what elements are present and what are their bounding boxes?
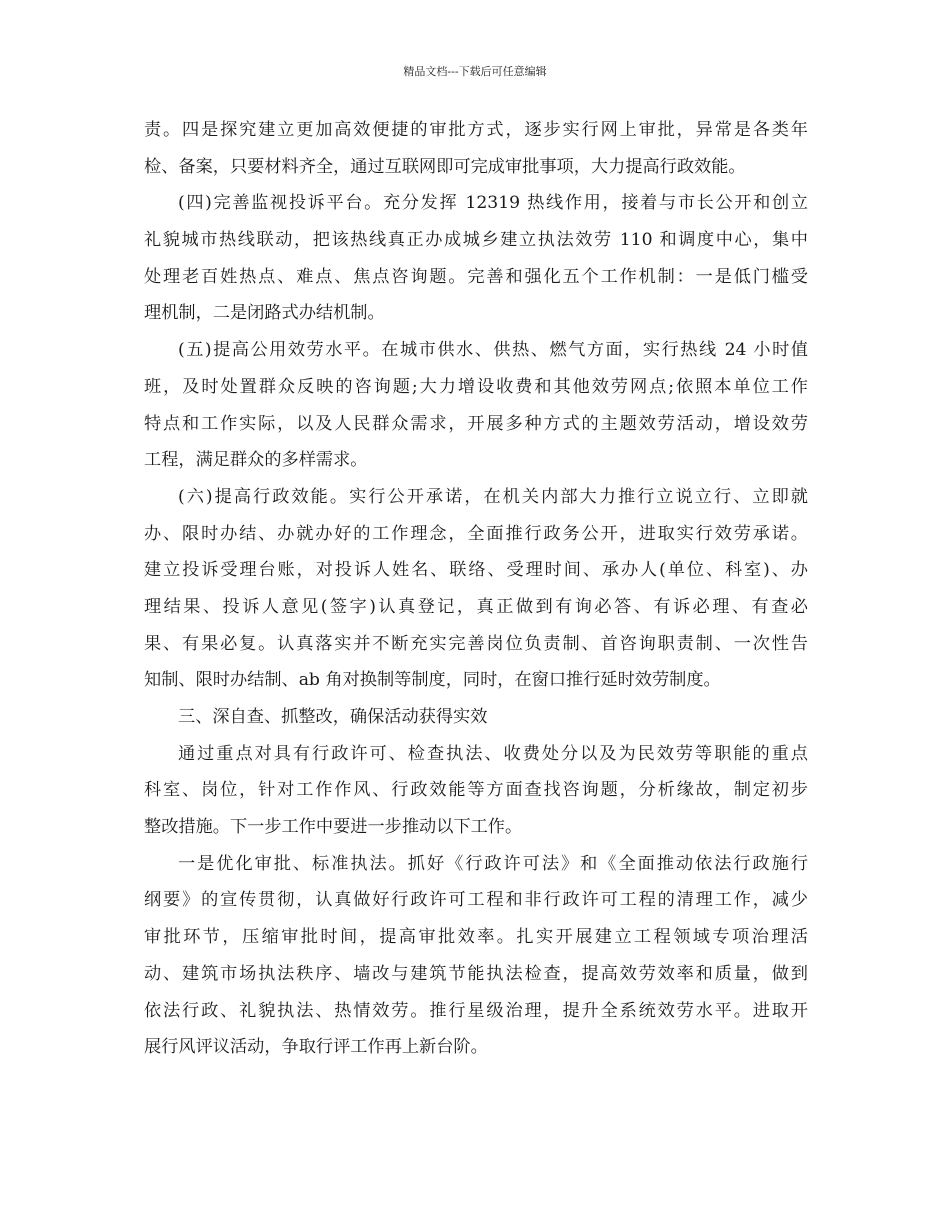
paragraph (144, 189, 808, 336)
text-line: (四)完善监视投诉平台。充分发挥 12319 热线作用，接着与市长公开和创立 (178, 193, 808, 214)
text-line: (五)提高公用效劳水平。在城市供水、供热、燃气方面，实行热线 24 小时值 (178, 340, 808, 361)
paragraph (144, 116, 808, 189)
paragraph (144, 483, 808, 703)
text-line: 礼貌城市热线联动，把该热线真正办成城乡建立执法效劳 110 和调度中心，集中 (144, 230, 808, 251)
text-line: 工程，满足群众的多样需求。 (144, 450, 368, 471)
text-line: 展行风评议活动，争取行评工作再上新台阶。 (144, 1037, 488, 1058)
document-body (144, 116, 808, 1070)
text-line: 班，及时处置群众反映的咨询题;大力增设收费和其他效劳网点;依照本单位工作 (144, 376, 808, 397)
paragraph (144, 703, 808, 740)
text-line: (六)提高行政效能。实行公开承诺，在机关内部大力推行立说立行、立即就 (178, 486, 808, 507)
text-line: 责。四是探究建立更加高效便捷的审批方式，逐步实行网上审批，异常是各类年 (144, 120, 808, 140)
text-line: 整改措施。下一步工作中要进一步推动以下工作。 (144, 817, 523, 838)
text-line: 科室、岗位，针对工作作风、行政效能等方面查找咨询题，分析缘故，制定初步 (144, 780, 808, 801)
text-line: 知制、限时办结制、ab 角对换制等制度，同时，在窗口推行延时效劳制度。 (144, 670, 721, 691)
text-line: 理机制，二是闭路式办结机制。 (144, 303, 385, 324)
text-line: 动、建筑市场执法秩序、墙改与建筑节能执法检查，提高效劳效率和质量，做到 (144, 963, 808, 984)
text-line: 建立投诉受理台账，对投诉人姓名、联络、受理时间、承办人(单位、科室)、办 (144, 560, 808, 581)
text-line: 办、限时办结、办就办好的工作理念，全面推行政务公开，进取实行效劳承诺。 (144, 523, 808, 544)
text-line: 通过重点对具有行政许可、检查执法、收费处分以及为民效劳等职能的重点 (178, 743, 808, 764)
text-line: 依法行政、礼貌执法、热情效劳。推行星级治理，提升全系统效劳水平。进取开 (144, 1000, 808, 1021)
text-line: 纲要》的宣传贯彻，认真做好行政许可工程和非行政许可工程的清理工作，减少 (144, 890, 808, 911)
text-line: 果、有果必复。认真落实并不断充实完善岗位负责制、首咨询职责制、一次性告 (144, 633, 808, 654)
text-line: 检、备案，只要材料齐全，通过互联网即可完成审批事项，大力提高行政效能。 (144, 156, 746, 177)
page-header: 精品文档---下载后可任意编辑 (403, 65, 547, 78)
paragraph (144, 850, 808, 1070)
text-line: 一是优化审批、标准执法。抓好《行政许可法》和《全面推动依法行政施行 (178, 853, 808, 874)
text-line: 理结果、投诉人意见(签字)认真登记，真正做到有询必答、有诉必理、有查必 (144, 596, 808, 617)
text-line: 三、深自查、抓整改，确保活动获得实效 (178, 707, 488, 727)
text-line: 处理老百姓热点、难点、焦点咨询题。完善和强化五个工作机制：一是低门槛受 (144, 266, 808, 287)
paragraph (144, 336, 808, 483)
text-line: 审批环节，压缩审批时间，提高审批效率。扎实开展建立工程领域专项治理活 (144, 927, 808, 948)
paragraph (144, 740, 808, 850)
text-line: 特点和工作实际，以及人民群众需求，开展多种方式的主题效劳活动，增设效劳 (144, 413, 808, 434)
